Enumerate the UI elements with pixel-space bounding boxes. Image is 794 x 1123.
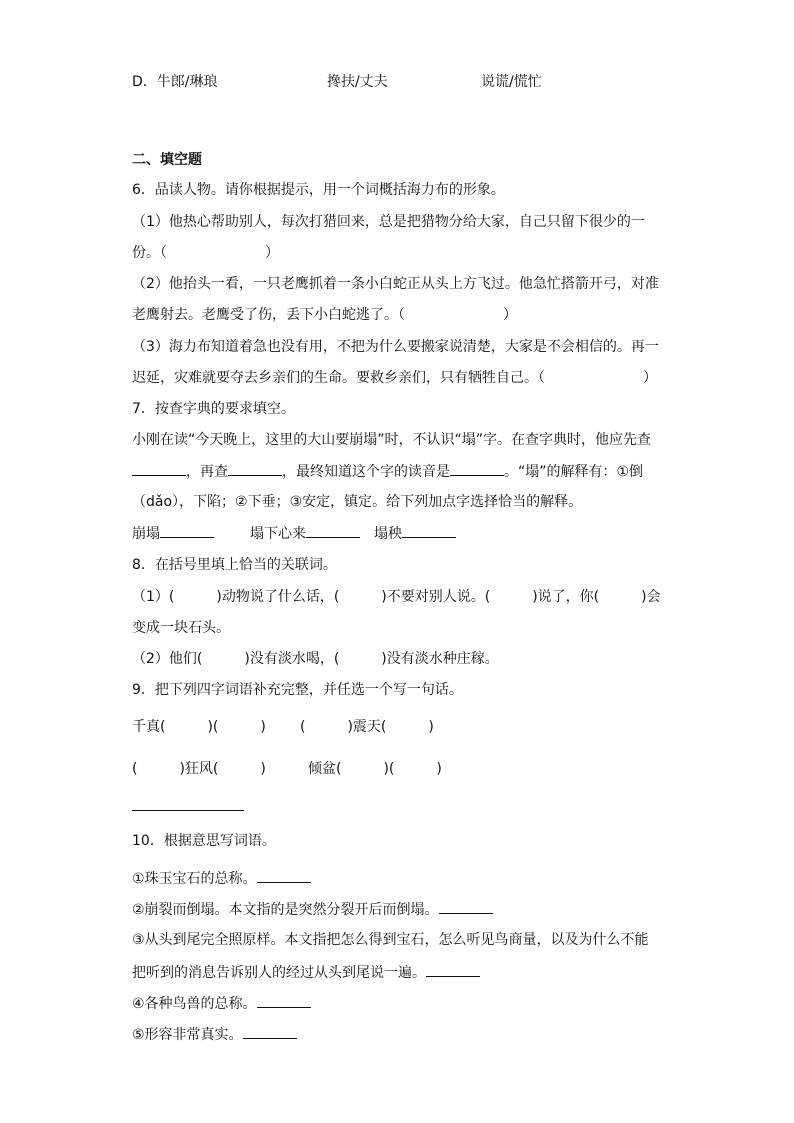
q7-line2-b: ，最终知道这个字的读音是 — [282, 464, 450, 480]
q6-stem: 6．品读人物。请你根据提示，用一个词概括海力布的形象。 — [132, 182, 505, 198]
q7-line2-a: ，再查 — [186, 464, 228, 480]
section-title: 二、填空题 — [132, 152, 202, 168]
q9-sentence-line[interactable] — [132, 810, 244, 811]
q10-item-3-line2: 把听到的消息告诉别人的经过从头到尾说一遍。 — [132, 962, 480, 983]
q10-stem: 10．根据意思写词语。 — [132, 833, 276, 849]
q9-idiom-1: 千真( )( ) — [132, 719, 266, 735]
q10-blank-2[interactable] — [439, 899, 493, 914]
q7-line1: 小刚在读“今天晚上，这里的大山要崩塌”时，不认识“塌”字。在查字典时，他应先查 — [132, 432, 652, 448]
q8-stem: 8．在括号里填上恰当的关联词。 — [132, 557, 337, 573]
option-d-label: D．牛郎/琳琅 — [132, 74, 218, 90]
q6-p3-line2: 迟延，灾难就要夺去乡亲们的生命。要救乡亲们，只有牺牲自己。（ ） — [132, 370, 657, 386]
q7-words-row — [132, 523, 456, 544]
q10-blank-5[interactable] — [243, 1024, 297, 1039]
q6-p2-line2: 老鹰射去。老鹰受了伤，丢下小白蛇逃了。（ ） — [132, 307, 517, 323]
q9-stem: 9．把下列四字词语补充完整，并任选一个写一句话。 — [132, 682, 463, 698]
option-d-item2: 搀扶/丈夫 — [327, 74, 388, 90]
q6-p3-line1: （3）海力布知道着急也没有用，不把为什么要搬家说清楚，大家是不会相信的。再一 — [132, 339, 659, 355]
q6-p1-line2: 份。（ ） — [132, 245, 279, 261]
q7-stem: 7．按查字典的要求填空。 — [132, 401, 295, 417]
q10-item-3-line1: ③从头到尾完全照原样。本文指把怎么得到宝石，怎么听见鸟商量，以及为什么不能 — [132, 932, 649, 948]
q7-line3: （dǎo），下陷；②下垂；③安定，镇定。给下列加点字选择恰当的解释。 — [132, 494, 583, 510]
q7-word-1-blank[interactable] — [160, 523, 214, 538]
q7-word-3: 塌秧 — [374, 526, 402, 542]
q6-p1-line1: （1）他热心帮助别人，每次打猎回来，总是把猎物分给大家，自己只留下很少的一 — [132, 214, 645, 230]
q7-blank-1[interactable] — [132, 461, 186, 476]
q7-word-2-blank[interactable] — [306, 523, 360, 538]
q10-item-4: ④各种鸟兽的总称。 — [132, 993, 311, 1014]
q7-blank-3[interactable] — [450, 461, 504, 476]
q10-blank-3[interactable] — [426, 962, 480, 977]
q8-p1-line1: （1）( )动物说了什么话，( )不要对别人说。( )说了，你( )会 — [132, 589, 661, 605]
q8-p1-line2: 变成一块石头。 — [132, 620, 230, 636]
q9-idiom-3: ( )狂风( ) — [132, 761, 266, 777]
q9-idiom-4: 倾盆( )( ) — [308, 761, 442, 777]
q10-item-1: ①珠玉宝石的总称。 — [132, 868, 311, 889]
q7-word-3-blank[interactable] — [402, 523, 456, 538]
q10-item-2: ②崩裂而倒塌。本文指的是突然分裂开后而倒塌。 — [132, 899, 493, 920]
option-d-item3: 说谎/慌忙 — [481, 74, 542, 90]
q7-word-1: 崩塌 — [132, 526, 160, 542]
q7-line2-c: 。“塌”的解释有：①倒 — [504, 464, 644, 480]
q9-idiom-2: ( )震天( ) — [300, 719, 434, 735]
q8-p2: （2）他们( )没有淡水喝，( )没有淡水种庄稼。 — [132, 651, 499, 667]
q7-line2 — [132, 461, 643, 482]
q7-word-2: 塌下心来 — [250, 526, 306, 542]
q10-blank-1[interactable] — [257, 868, 311, 883]
q10-blank-4[interactable] — [257, 993, 311, 1008]
q7-blank-2[interactable] — [228, 461, 282, 476]
q6-p2-line1: （2）他抬头一看，一只老鹰抓着一条小白蛇正从头上方飞过。他急忙搭箭开弓，对准 — [132, 276, 659, 292]
q10-item-5: ⑤形容非常真实。 — [132, 1024, 297, 1045]
